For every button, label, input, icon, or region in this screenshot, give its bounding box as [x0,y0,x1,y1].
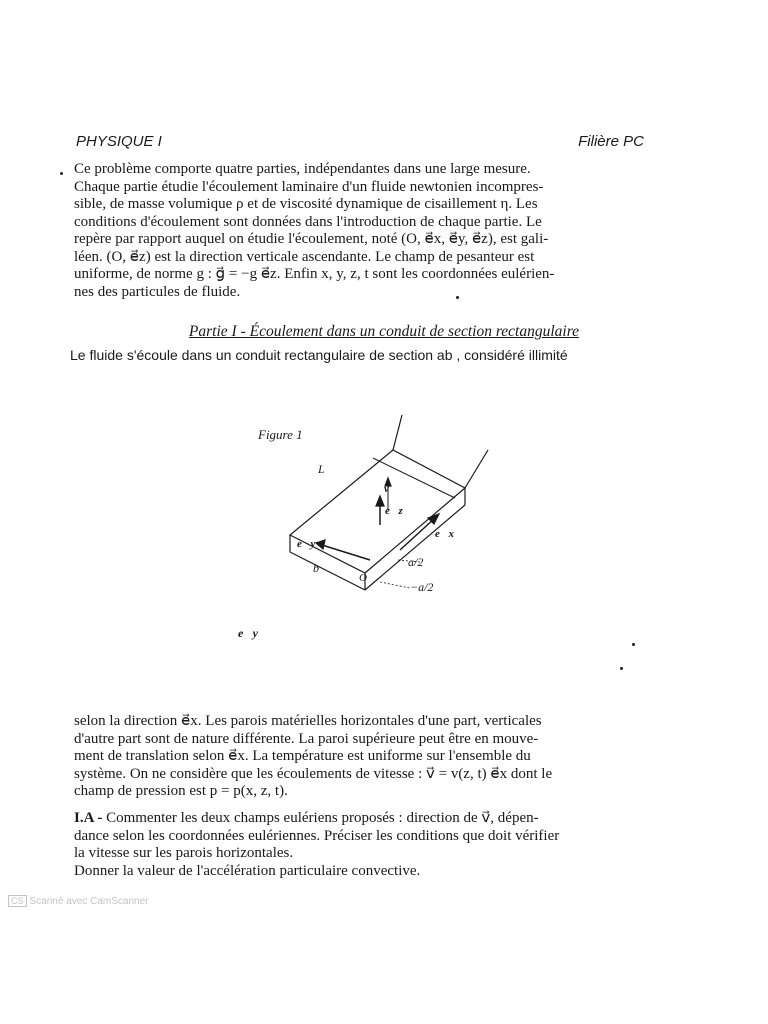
label-ey: e⃗y [297,538,316,550]
subject-title: PHYSIQUE I [76,133,162,150]
label-a-half: a/2 [408,555,424,569]
text-line: conditions d'écoulement sont données dans l'introduction de chaque partie. Le [74,213,542,230]
scan-speck [60,172,63,175]
text-line: Donner la valeur de l'accélération particulaire convective. [74,862,421,879]
label-ex: e⃗x [435,528,454,540]
text-line: uniforme, de norme g : g⃗ = −g e⃗z. Enfin x, y, z, t sont les coordonnées eulérien- [74,266,555,282]
text-line: Ce problème comporte quatre parties, indépendantes dans une large mesure. [74,161,531,177]
text-line: nes des particules de fluide. [74,283,241,300]
scanner-badge: CS [8,895,27,907]
text-line: selon la direction e⃗x. Les parois matérielles horizontales d'une part, verticales [74,713,542,729]
track-label: Filière PC [578,133,644,150]
label-L: L [318,462,325,476]
duct-extension [465,450,488,488]
scan-speck [456,296,459,299]
text-line: Commenter les deux champs eulériens proposés : direction de v⃗, dépen- [106,810,539,826]
ey-vector-label: e⃗y [238,626,258,640]
ey-arrowhead [316,540,325,549]
continuation-paragraph [74,713,648,801]
question-label: I.A - [74,810,103,826]
text-line: Chaque partie étudie l'écoulement laminaire d'un fluide newtonien incompres- [74,178,544,195]
part-intro: Le fluide s'écoule dans un conduit rectangulaire de section ab , considéré illimité [70,347,568,363]
label-minus-a-half: −a/2 [410,580,434,594]
text-line: ment de translation selon e⃗x. La température est uniforme sur l'ensemble du [74,748,531,764]
figure-caption: Figure 1 [258,427,303,442]
label-ez: e⃗z [385,505,403,517]
figure-duct [250,410,520,610]
label-v: v⃗ [384,483,398,495]
text-line: champ de pression est p = p(x, z, t). [74,783,288,799]
question-IA [74,810,648,880]
duct-edge [290,552,365,590]
text-line: d'autre part sont de nature différente. La paroi supérieure peut être en mouve- [74,730,539,747]
scanner-text: Scanné avec CamScanner [29,896,149,907]
duct-extension [393,415,402,450]
text-line: repère par rapport auquel on étudie l'écoulement, noté (O, e⃗x, e⃗y, e⃗z), est gali- [74,231,549,247]
text-line: la vitesse sur les parois horizontales. [74,845,294,861]
text-line: léen. (O, e⃗z) est la direction verticale ascendante. Le champ de pesanteur est [74,248,535,265]
part-title: Partie I - Écoulement dans un conduit de section rectangulaire [188,323,580,340]
label-b: b [313,561,319,575]
label-O: O [359,572,367,584]
ey-vector [322,545,370,560]
text-line: sible, de masse volumique ρ et de viscosité dynamique de cisaillement η. Les [74,196,538,212]
duct-top-face [290,450,465,573]
ez-arrowhead [376,496,384,506]
intro-paragraph [74,161,648,301]
scanner-watermark [8,896,148,907]
scan-speck [632,643,635,646]
text-line: système. On ne considère que les écoulements de vitesse : v⃗ = v(z, t) e⃗x dont le [74,765,553,782]
scan-speck [620,667,623,670]
dim-line [380,582,410,588]
text-line: dance selon les coordonnées eulériennes. Préciser les conditions que doit vérifier [74,827,560,844]
